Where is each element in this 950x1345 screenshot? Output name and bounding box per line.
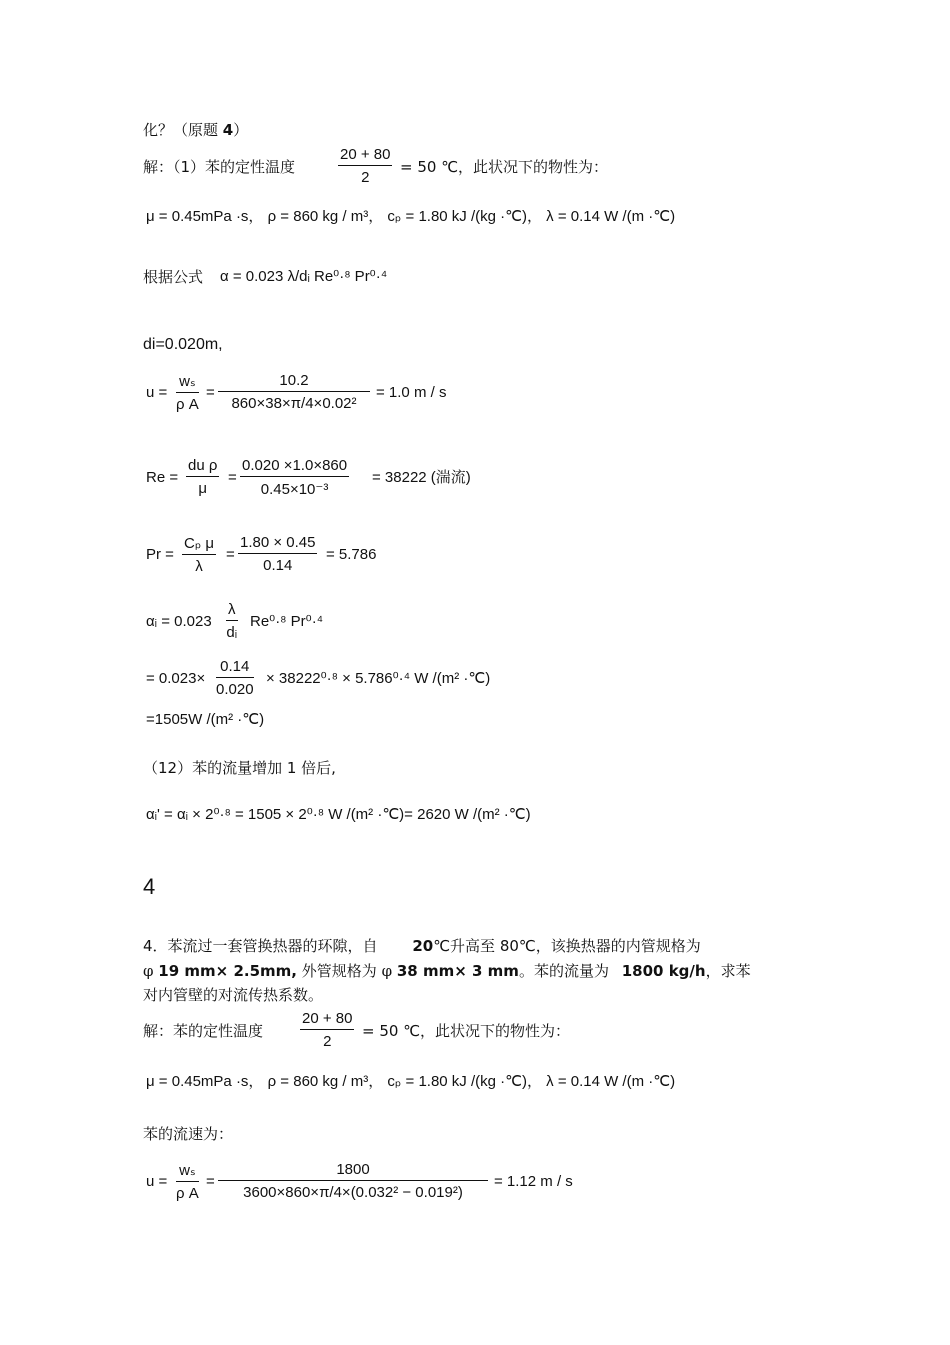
pr-result-text: = 5.786	[326, 546, 377, 563]
alpha-new-text: αᵢ' = αᵢ × 2⁰·⁸ = 1505 × 2⁰·⁸ W /(m² ·℃)= 2620 W /(m² ·℃)	[146, 806, 531, 823]
u-ws-fraction	[176, 372, 199, 413]
alpha-calc-den: 0.020	[216, 681, 254, 698]
u2-lhs-text: u =	[146, 1173, 168, 1190]
pr-lhs-text: Pr =	[146, 546, 174, 563]
alpha-calc-tail	[266, 670, 490, 688]
alpha-calc-fraction	[216, 658, 254, 698]
re-den-2: 0.45×10⁻³	[260, 481, 329, 498]
section-heading	[143, 874, 156, 899]
problem-1c: ℃升高至 80℃，该换热器的内管规格为	[433, 937, 701, 955]
properties2-text: μ = 0.45mPa ·s， ρ = 860 kg / m³， cₚ = 1.80 kJ /(kg ·℃)， λ = 0.14 W /(m ·℃)	[146, 1073, 676, 1090]
properties-line	[146, 208, 675, 226]
alpha-new	[146, 806, 531, 824]
problem-outer-label: 外管规格为	[301, 962, 377, 980]
alpha-lhs-text: αᵢ = 0.023	[146, 613, 212, 630]
u2-result	[494, 1173, 573, 1191]
temp-fraction-den: 2	[361, 169, 370, 186]
solution2-intro-text: 解：苯的定性温度	[143, 1022, 264, 1040]
u-result	[376, 384, 446, 402]
re-fraction-1	[186, 457, 219, 497]
u2-value-fraction	[218, 1161, 488, 1201]
alpha-result	[146, 711, 264, 729]
u2-ws-fraction	[176, 1161, 199, 1202]
re-eq-sign: =	[228, 469, 237, 486]
temp2-num: 20 + 80	[300, 1010, 354, 1030]
problem-ask: ，求苯	[705, 962, 751, 980]
u-eq-sign: =	[206, 384, 215, 401]
re-lhs-text: Re =	[146, 469, 179, 486]
problem-line-3	[143, 986, 323, 1004]
problem-outer-spec: 38 mm× 3 mm	[396, 962, 519, 980]
section-heading-text: 4	[143, 874, 156, 899]
solution2-intro	[143, 1022, 263, 1040]
question-tail	[143, 121, 248, 139]
alpha-fraction	[226, 601, 238, 641]
di-value-text: di=0.020m,	[143, 336, 223, 353]
re-lhs	[146, 469, 178, 487]
part-two-intro	[143, 759, 336, 777]
pr-lhs	[146, 546, 174, 564]
temp2-den: 2	[323, 1033, 332, 1050]
alpha-tail	[250, 613, 323, 631]
pr-num-1: Cₚ μ	[182, 534, 216, 555]
flow-speed-label	[143, 1125, 233, 1143]
temp-fraction-num: 20 + 80	[338, 146, 392, 166]
u-lhs	[146, 384, 167, 402]
temp2-result	[362, 1022, 570, 1040]
u-value-den: 860×38×π/4×0.02²	[231, 395, 357, 412]
question-ref-num: 4	[222, 121, 234, 139]
formula-label-text: 根据公式	[143, 268, 204, 286]
u-ws-num: wₛ	[176, 372, 199, 393]
pr-den-2: 0.14	[263, 557, 293, 574]
alpha-calc-pre	[146, 670, 205, 688]
question-tail-text: 化？（原题	[143, 121, 219, 139]
re-num-1: du ρ	[186, 457, 219, 477]
u-lhs-text: u =	[146, 384, 168, 401]
u2-ws-num: wₛ	[176, 1161, 199, 1182]
problem-1a: 4．苯流过一套管换热器的环隙，自	[143, 937, 378, 955]
di-value	[143, 336, 223, 354]
formula-main-text: α = 0.023 λ/dᵢ Re⁰·⁸ Pr⁰·⁴	[220, 268, 388, 285]
temp-fraction	[338, 146, 392, 186]
properties2-line	[146, 1073, 675, 1091]
temp-result-text: = 50 ℃，此状况下的物性为：	[400, 158, 609, 176]
pr-eq-sign: =	[226, 546, 235, 563]
solution-intro-text: 解：（1）苯的定性温度	[143, 158, 296, 176]
u2-value-den: 3600×860×π/4×(0.032² − 0.019²)	[243, 1184, 463, 1201]
u2-value-num: 1800	[218, 1161, 488, 1181]
alpha-tail-text: Re⁰·⁸ Pr⁰·⁴	[250, 613, 324, 630]
problem-line-1	[143, 937, 701, 955]
u-ws-den: ρ A	[176, 396, 199, 413]
flow-speed-label-text: 苯的流速为：	[143, 1125, 234, 1143]
u2-lhs	[146, 1173, 167, 1191]
problem-3: 对内管壁的对流传热系数。	[143, 986, 324, 1004]
problem-1b: 20	[412, 937, 434, 955]
problem-phi-1: φ	[143, 962, 154, 980]
alpha-calc-num: 0.14	[216, 658, 254, 678]
problem-phi-2: φ	[381, 962, 393, 980]
pr-fraction-2	[238, 534, 317, 574]
pr-fraction-1	[182, 534, 216, 575]
formula-main	[220, 268, 387, 286]
re-den-1: μ	[198, 480, 208, 497]
problem-flow-label: 。苯的流量为	[518, 962, 609, 980]
problem-inner-spec: 19 mm× 2.5mm,	[158, 962, 297, 980]
u2-ws-den: ρ A	[176, 1185, 199, 1202]
alpha-den: dᵢ	[226, 624, 238, 641]
problem-line-2	[143, 962, 751, 980]
re-result-text: = 38222 (湍流)	[372, 469, 471, 486]
alpha-calc-tail-text: × 38222⁰·⁸ × 5.786⁰·⁴ W /(m² ·℃)	[266, 670, 491, 687]
u2-eq-sign: =	[206, 1173, 215, 1190]
temp2-result-text: = 50 ℃，此状况下的物性为：	[362, 1022, 571, 1040]
alpha-calc-pre-text: = 0.023×	[146, 670, 206, 687]
temp-result	[400, 158, 608, 176]
alpha-lhs	[146, 613, 212, 631]
problem-flow-value: 1800 kg/h	[621, 962, 706, 980]
alpha-result-text: =1505W /(m² ·℃)	[146, 711, 265, 728]
temp2-fraction	[300, 1010, 354, 1050]
re-fraction-2	[240, 457, 349, 498]
alpha-num: λ	[226, 601, 238, 621]
properties-text: μ = 0.45mPa ·s， ρ = 860 kg / m³， cₚ = 1.80 kJ /(kg ·℃)， λ = 0.14 W /(m ·℃)	[146, 208, 676, 225]
re-num-2: 0.020 ×1.0×860	[240, 457, 349, 477]
pr-num-2: 1.80 × 0.45	[238, 534, 317, 554]
u2-result-text: = 1.12 m / s	[494, 1173, 573, 1190]
formula-label	[143, 268, 203, 286]
question-ref-close: ）	[233, 121, 249, 139]
part-two-text: （12）苯的流量增加 1 倍后,	[143, 759, 336, 777]
re-result	[372, 469, 471, 487]
pr-den-1: λ	[195, 558, 203, 575]
u-result-text: = 1.0 m / s	[376, 384, 447, 401]
solution-intro	[143, 158, 295, 176]
pr-result	[326, 546, 376, 564]
u-value-fraction	[218, 372, 370, 412]
u-value-num: 10.2	[218, 372, 370, 392]
